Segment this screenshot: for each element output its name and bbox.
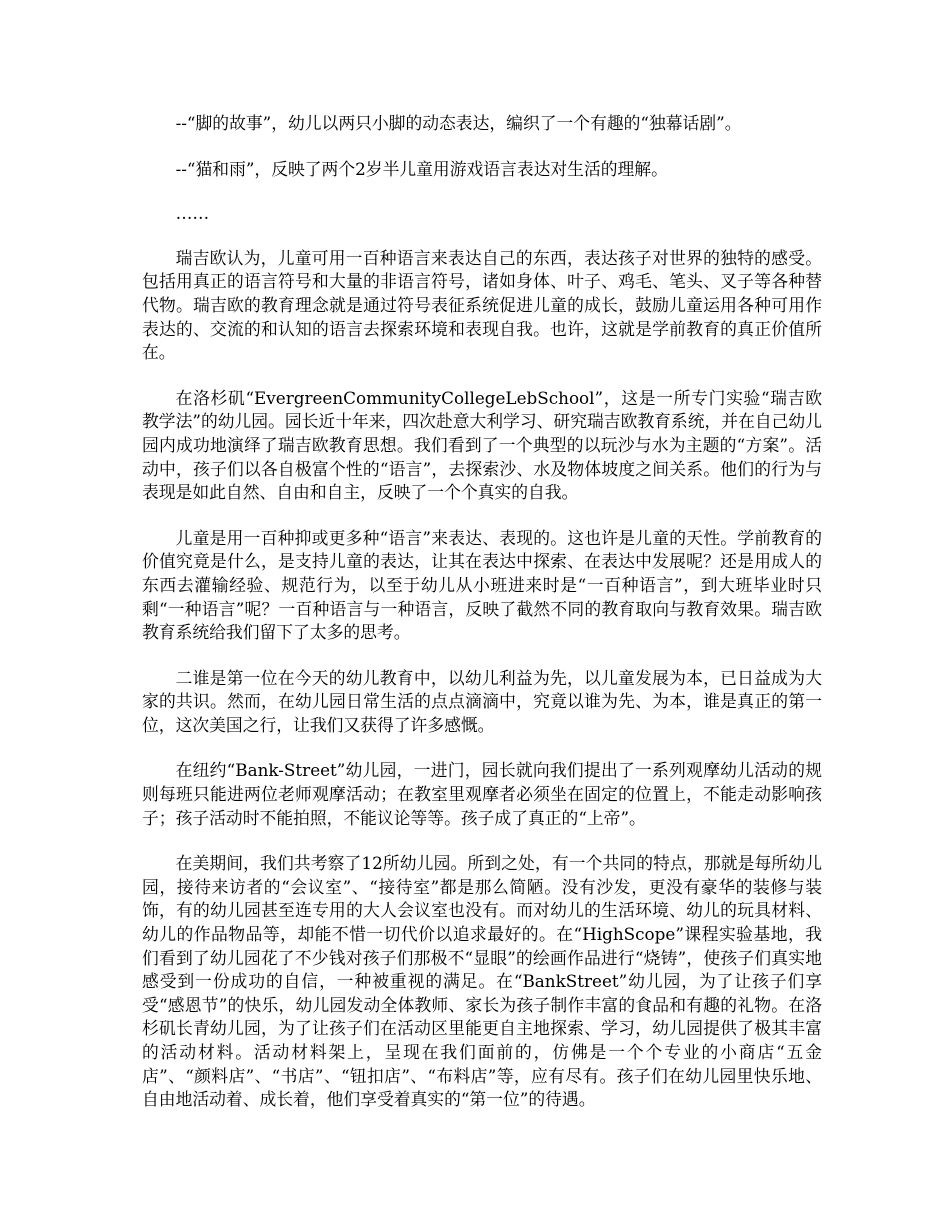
paragraph-los-angeles-school: 在洛杉矶“EvergreenCommunityCollegeLebSchool”，这是一所专门实验“瑞吉欧教学法”的幼儿园。园长近十年来，四次赴意大利学习、研究瑞吉欧教育系统，并在自己幼儿园内成功地演绎了瑞吉欧教育思想。我们看到了一个典型的以玩沙与水为主题的“方案”。活动中，孩子们以各自极富个性的“语言”，去探索沙、水及物体坡度之间关系。他们的行为与表现是如此自然、自由和自主，反映了一个个真实的自我。 xyxy=(142,387,822,503)
paragraph-who-is-first: 二谁是第一位在今天的幼儿教育中，以幼儿利益为先，以儿童发展为本，已日益成为大家的共识。然而，在幼儿园日常生活的点点滴滴中，究竟以谁为先、为本，谁是真正的第一位，这次美国之行，让我们又获得了许多感慨。 xyxy=(142,667,822,735)
paragraph-children-expression: 儿童是用一百种抑或更多种“语言”来表达、表现的。这也许是儿童的天性。学前教育的价值究竟是什么，是支持儿童的表达，让其在表达中探索、在表达中发展呢？还是用成人的东西去灌输经验、规范行为，以至于幼儿从小班进来时是“一百种语言”，到大班毕业时只剩“一种语言”呢？一百种语言与一种语言，反映了截然不同的教育取向与教育效果。瑞吉欧教育系统给我们留下了太多的思考。 xyxy=(142,527,822,643)
document-page xyxy=(142,112,822,1134)
paragraph-reggio-hundred-languages: 瑞吉欧认为，儿童可用一百种语言来表达自己的东西，表达孩子对世界的独特的感受。包括用真正的语言符号和大量的非语言符号，诸如身体、叶子、鸡毛、笔头、叉子等各种替代物。瑞吉欧的教育理念就是通过符号表征系统促进儿童的成长，鼓励儿童运用各种可用作表达的、交流的和认知的语言去探索环境和表现自我。也许，这就是学前教育的真正价值所在。 xyxy=(142,247,822,363)
paragraph-bank-street: 在纽约“Bank-Street”幼儿园，一进门，园长就向我们提出了一系列观摩幼儿活动的规则每班只能进两位老师观摩活动；在教室里观摩者必须坐在固定的位置上，不能走动影响孩子；孩子活动时不能拍照，不能议论等等。孩子成了真正的“上帝”。 xyxy=(142,760,822,828)
paragraph-ellipsis: …… xyxy=(175,203,210,224)
paragraph-cat-and-rain: --“猫和雨”，反映了两个2岁半儿童用游戏语言表达对生活的理解。 xyxy=(175,158,668,179)
paragraph-twelve-kindergartens: 在美期间，我们共考察了12所幼儿园。所到之处，有一个共同的特点，那就是每所幼儿园，接待来访者的“会议室”、“接待室”都是那么简陋。没有沙发，更没有豪华的装修与装饰，有的幼儿园甚至连专用的大人会议室也没有。而对幼儿的生活环境、幼儿的玩具材料、幼儿的作品物品等，却能不惜一切代价以追求最好的。在“HighScope”课程实验基地，我们看到了幼儿园花了不少钱对孩子们那极不“显眼”的绘画作品进行“烧铸”，使孩子们真实地感受到一份成功的自信，一种被重视的满足。在“BankStreet”幼儿园，为了让孩子们享受“感恩节”的快乐，幼儿园发动全体教师、家长为孩子制作丰富的食品和有趣的礼物。在洛杉矶长青幼儿园，为了让孩子们在活动区里能更自主地探索、学习，幼儿园提供了极其丰富的活动材料。活动材料架上，呈现在我们面前的，仿佛是一个个专业的小商店“五金店”、“颜料店”、“书店”、“钮扣店”、“布料店”等，应有尽有。孩子们在幼儿园里快乐地、自由地活动着、成长着，他们享受着真实的“第一位”的待遇。 xyxy=(142,853,822,1110)
paragraph-foot-story: --“脚的故事”，幼儿以两只小脚的动态表达，编织了一个有趣的“独幕话剧”。 xyxy=(175,113,742,133)
